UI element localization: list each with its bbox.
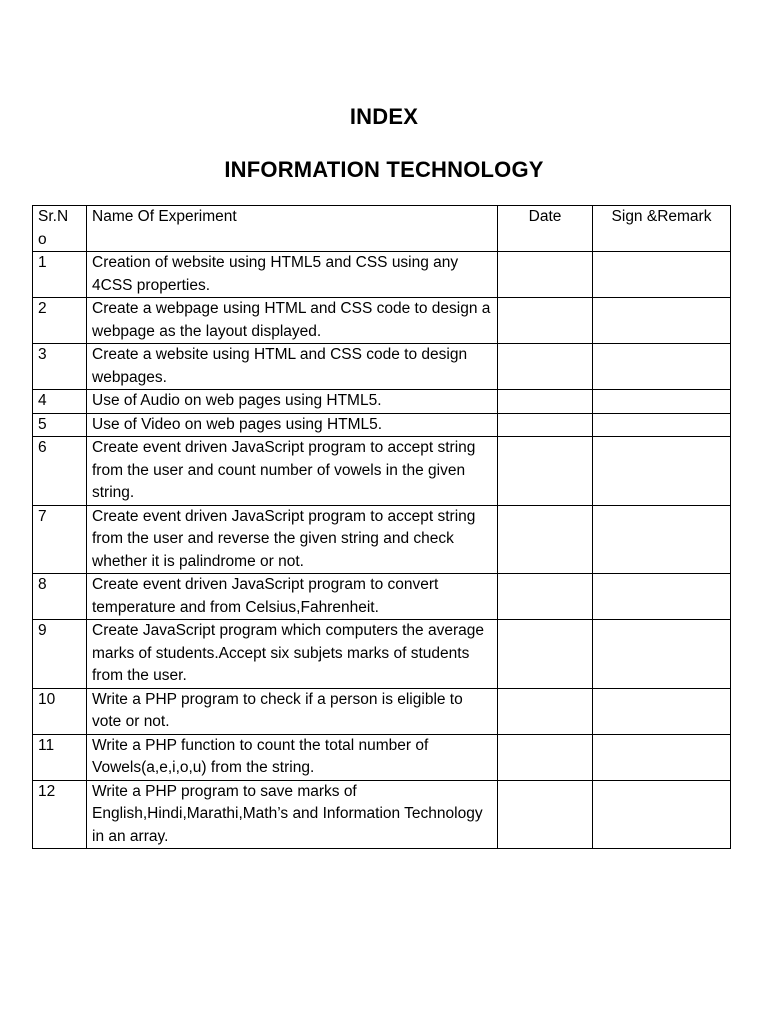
- header-name-of-experiment: Name Of Experiment: [87, 206, 498, 252]
- cell-experiment-name: Create event driven JavaScript program to accept string from the user and count number of vowels in the given string.: [87, 437, 498, 506]
- table-row: [33, 780, 731, 849]
- cell-sr: 7: [33, 505, 87, 574]
- cell-sr: 11: [33, 734, 87, 780]
- cell-sign-remark[interactable]: [593, 437, 731, 506]
- cell-sr: 1: [33, 252, 87, 298]
- table-row: [33, 574, 731, 620]
- cell-sign-remark[interactable]: [593, 574, 731, 620]
- cell-experiment-name: Creation of website using HTML5 and CSS using any 4CSS properties.: [87, 252, 498, 298]
- cell-sr: 5: [33, 413, 87, 437]
- cell-experiment-name: Create event driven JavaScript program to accept string from the user and reverse the given string and check whether it is palindrome or not.: [87, 505, 498, 574]
- cell-sign-remark[interactable]: [593, 344, 731, 390]
- cell-experiment-name: Use of Audio on web pages using HTML5.: [87, 390, 498, 414]
- cell-sign-remark[interactable]: [593, 298, 731, 344]
- cell-sign-remark[interactable]: [593, 688, 731, 734]
- cell-date[interactable]: [498, 688, 593, 734]
- cell-sr: 2: [33, 298, 87, 344]
- cell-date[interactable]: [498, 780, 593, 849]
- table-row: [33, 734, 731, 780]
- cell-sr: 6: [33, 437, 87, 506]
- cell-sr: 4: [33, 390, 87, 414]
- page-title: INDEX: [349, 104, 419, 129]
- table-row: [33, 390, 731, 414]
- cell-sr: 12: [33, 780, 87, 849]
- cell-date[interactable]: [498, 574, 593, 620]
- cell-sign-remark[interactable]: [593, 620, 731, 689]
- cell-date[interactable]: [498, 413, 593, 437]
- cell-sign-remark[interactable]: [593, 734, 731, 780]
- cell-date[interactable]: [498, 620, 593, 689]
- cell-date[interactable]: [498, 344, 593, 390]
- page-subtitle: INFORMATION TECHNOLOGY: [224, 157, 544, 182]
- cell-experiment-name: Write a PHP function to count the total number of Vowels(a,e,i,o,u) from the string.: [87, 734, 498, 780]
- cell-date[interactable]: [498, 252, 593, 298]
- cell-experiment-name: Write a PHP program to check if a person is eligible to vote or not.: [87, 688, 498, 734]
- table-row: [33, 413, 731, 437]
- cell-sign-remark[interactable]: [593, 252, 731, 298]
- table-row: [33, 505, 731, 574]
- table-header-row: [33, 206, 731, 252]
- cell-date[interactable]: [498, 298, 593, 344]
- table-row: [33, 688, 731, 734]
- cell-experiment-name: Create event driven JavaScript program to convert temperature and from Celsius,Fahrenheit.: [87, 574, 498, 620]
- cell-sr: 3: [33, 344, 87, 390]
- experiment-index-table: [32, 205, 731, 849]
- table-row: [33, 437, 731, 506]
- cell-sign-remark[interactable]: [593, 390, 731, 414]
- cell-date[interactable]: [498, 390, 593, 414]
- table-row: [33, 298, 731, 344]
- table-row: [33, 620, 731, 689]
- cell-sign-remark[interactable]: [593, 505, 731, 574]
- cell-experiment-name: Create JavaScript program which computers the average marks of students.Accept six subjets marks of students from the user.: [87, 620, 498, 689]
- header-sign-remark: Sign &Remark: [593, 206, 731, 252]
- cell-sr: 9: [33, 620, 87, 689]
- cell-date[interactable]: [498, 437, 593, 506]
- table-row: [33, 252, 731, 298]
- cell-experiment-name: Create a website using HTML and CSS code to design webpages.: [87, 344, 498, 390]
- cell-sign-remark[interactable]: [593, 413, 731, 437]
- cell-sr: 8: [33, 574, 87, 620]
- cell-experiment-name: Create a webpage using HTML and CSS code to design a webpage as the layout displayed.: [87, 298, 498, 344]
- cell-date[interactable]: [498, 505, 593, 574]
- cell-experiment-name: Use of Video on web pages using HTML5.: [87, 413, 498, 437]
- cell-experiment-name: Write a PHP program to save marks of English,Hindi,Marathi,Math’s and Information Technology in an array.: [87, 780, 498, 849]
- table-row: [33, 344, 731, 390]
- cell-date[interactable]: [498, 734, 593, 780]
- cell-sr: 10: [33, 688, 87, 734]
- header-date: Date: [498, 206, 593, 252]
- cell-sign-remark[interactable]: [593, 780, 731, 849]
- header-sr-no: Sr.N o: [33, 206, 87, 252]
